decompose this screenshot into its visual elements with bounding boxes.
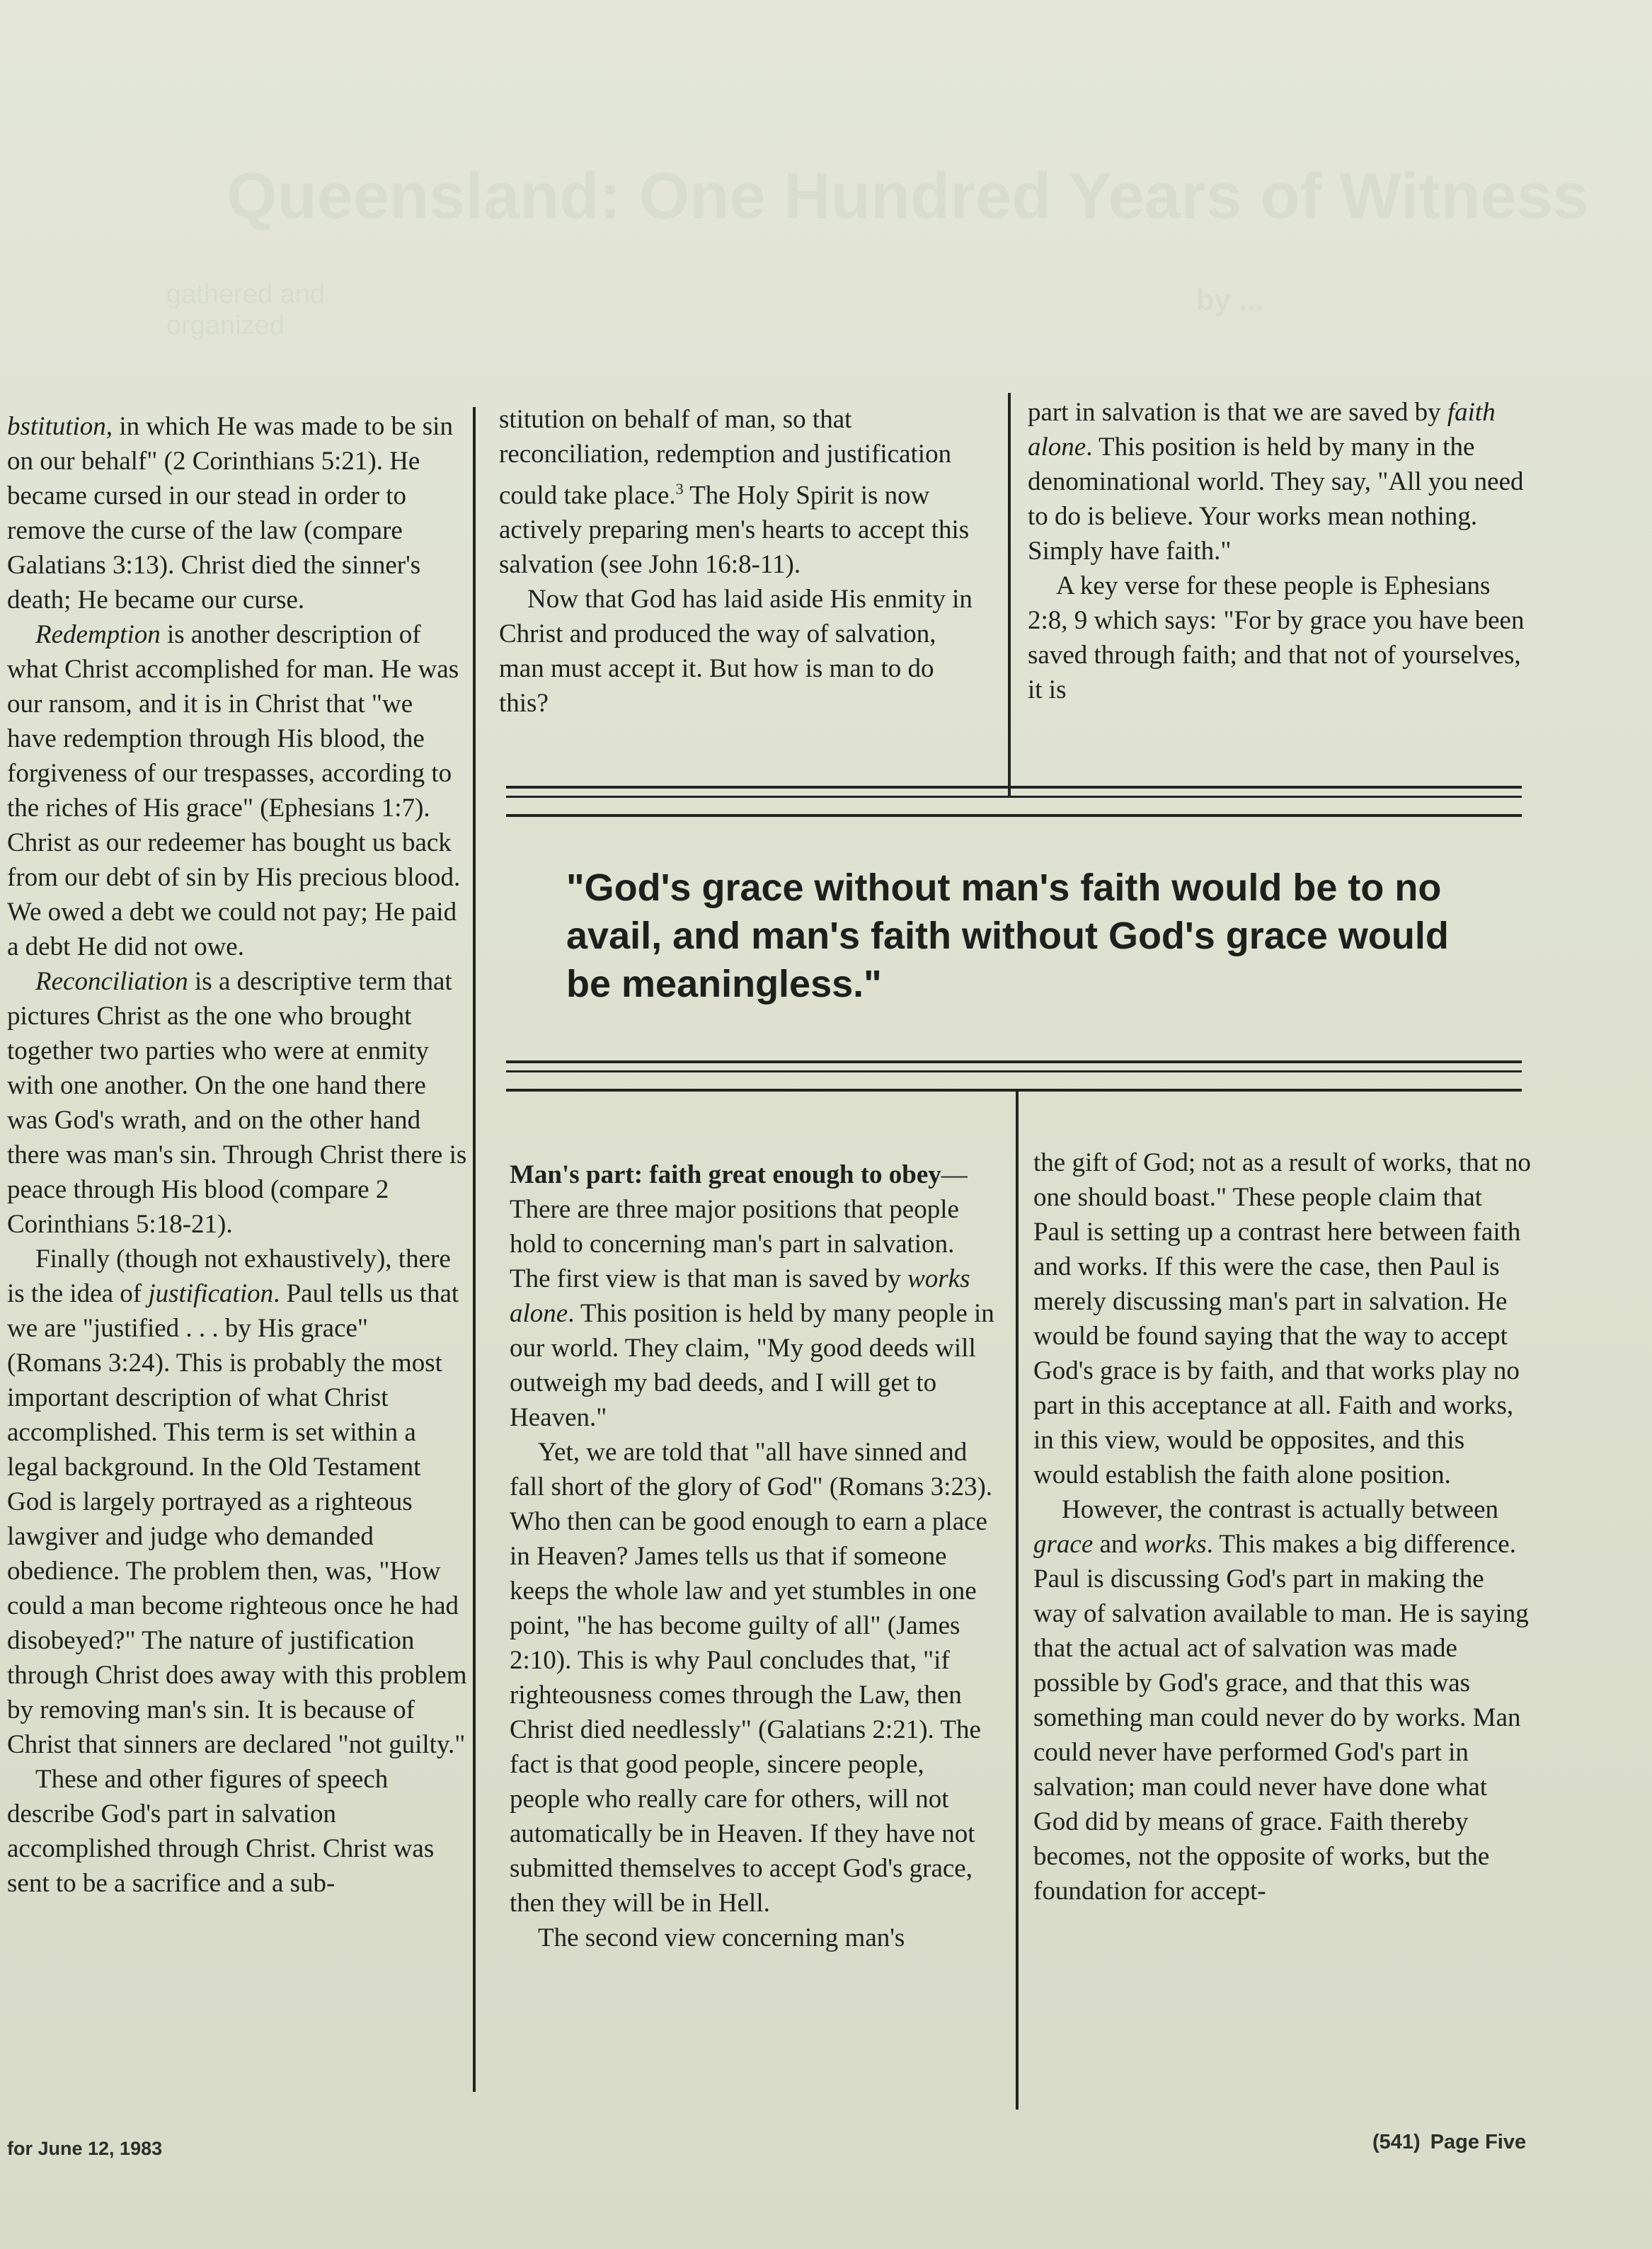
col2-bottom-paragraph-2: Yet, we are told that "all have sinned and fall short of the glory of God" (Romans 3:23). Who then can be good enough to earn a place in Heaven? James tells us that if someone keeps the whole law and yet stumbles in one point, "he has become guilty of all" (James 2:10). This is why Paul concludes that, "if righteousness comes through the Law, then Christ died needlessly" (Galatians 2:21). The fact is that good people, sincere people, people who really care for others, will not automatically be in Heaven. If they have not submitted themselves to accept God's grace, then they will be in Hell. bbox=[510, 1438, 993, 1918]
term-works-alone: works alone bbox=[510, 1264, 970, 1328]
section-subhead: Man's part: faith great enough to obey bbox=[510, 1160, 941, 1189]
col1-paragraph-4: Finally (though not exhaustively), there is the idea of justification. Paul tells us that we are "justified . . . by His grace" (Romans 3:24). This is probably the most important description of what Christ accomplished. This term is set within a legal background. In the Old Testament God is largely portrayed as a righteous lawgiver and judge who demanded obedience. The problem then, was, "How could a man become righteous once he had disobeyed?" The nature of justification through Christ does away with this problem by removing man's sin. It is because of Christ that sinners are declared "not guilty." bbox=[7, 1244, 467, 1759]
footer-date: for June 12, 1983 bbox=[7, 2138, 163, 2159]
faded-bleedthrough-heading: Queensland: One Hundred Years of Witness bbox=[226, 160, 1589, 232]
column-right-bottom bbox=[1033, 1145, 1532, 1908]
col1-paragraph-1: bstitution, in which He was made to be sin on our behalf" (2 Corinthians 5:21). He became cursed in our stead in order to remove the curse of the law (compare Galatians 3:13). Christ died the sinner's death; He became our curse. bbox=[7, 412, 453, 614]
term-justification: justification bbox=[148, 1279, 274, 1308]
pullquote-rule-bottom-3 bbox=[506, 1089, 1522, 1092]
page-label: Page Five bbox=[1430, 2131, 1527, 2153]
term-works: works bbox=[1144, 1530, 1207, 1559]
page-code: (541) bbox=[1372, 2131, 1421, 2153]
col1-paragraph-5: These and other figures of speech describe God's part in salvation accomplished through Christ. Christ was sent to be a sacrifice and a sub- bbox=[7, 1765, 435, 1898]
term-redemption: Redemption bbox=[35, 620, 161, 649]
col2-bottom-paragraph-3: The second view concerning man's bbox=[538, 1923, 905, 1952]
col3-bottom-paragraph-2: However, the contrast is actually between grace and works. This makes a big difference. Paul is discussing God's part in making the way of salvation available to man. He is saying that the actual act of salvation was made possible by God's grace, and that this was something man could never do by works. Man could never have performed God's part in salvation; man could never have done what God did by means of grace. Faith thereby becomes, not the opposite of works, but the foundation for accept- bbox=[1033, 1495, 1529, 1906]
column-left bbox=[7, 409, 467, 1901]
column-middle-bottom bbox=[510, 1157, 998, 1955]
term-faith-alone: faith alone bbox=[1028, 398, 1496, 462]
pullquote-rule-top-3 bbox=[506, 814, 1522, 817]
footnote-marker: 3 bbox=[675, 480, 684, 498]
col2-top-paragraph-1: stitution on behalf of man, so that reconciliation, redemption and justification could take place.$^3$ The Holy Spirit is now actively preparing men's hearts to accept this salvation (see John 16:8-11). bbox=[499, 405, 970, 580]
col3-bottom-paragraph-1: the gift of God; not as a result of works, that no one should boast." These people claim that Paul is setting up a contrast here between faith and works. If this were the case, then Paul is merely discussing man's part in salvation. He would be found saying that the way to accept God's grace is by faith, and that works play no part in this acceptance at all. Faith and works, in this view, would be opposites, and this would establish the faith alone position. bbox=[1033, 1148, 1531, 1489]
column-divider-bottom bbox=[1016, 1090, 1019, 2110]
footer-page-number bbox=[1363, 2131, 1526, 2154]
faded-bleedthrough-right: by ... bbox=[1196, 283, 1264, 316]
col1-paragraph-2: Redemption is another description of what Christ accomplished for man. He was our ransom, and it is in Christ that "we have redemption through His blood, the forgiveness of our trespasses, according to the riches of His grace" (Ephesians 1:7). Christ as our redeemer has bought us back from our debt of sin by His precious blood. We owed a debt we could not pay; He paid a debt He did not owe. bbox=[7, 620, 461, 961]
col1-paragraph-3: Reconciliation is a descriptive term that pictures Christ as the one who brought together two parties who were at enmity with one another. On the one hand there was God's wrath, and on the other hand there was man's sin. Through Christ there is peace through His blood (compare 2 Corinthians 5:18-21). bbox=[7, 967, 467, 1239]
pull-quote: "God's grace without man's faith would be to no avail, and man's faith without God's grace would be meaningless." bbox=[566, 866, 1449, 1005]
column-middle-top bbox=[499, 402, 987, 721]
column-right-top bbox=[1028, 395, 1527, 707]
pullquote-rule-bottom-2 bbox=[506, 1070, 1522, 1072]
term-substitution: bstitution, bbox=[7, 412, 113, 441]
col2-top-paragraph-2: Now that God has laid aside His enmity in Christ and produced the way of salvation, man must accept it. But how is man to do this? bbox=[499, 585, 973, 719]
pullquote-rule-bottom-1 bbox=[506, 1060, 1522, 1063]
column-divider-left bbox=[473, 407, 476, 2092]
pullquote-rule-top-1 bbox=[506, 786, 1522, 789]
col3-top-paragraph-2: A key verse for these people is Ephesians 2:8, 9 which says: "For by grace you have been saved through faith; and that not of yourselves, it is bbox=[1028, 571, 1525, 704]
pullquote-rule-top-2 bbox=[506, 796, 1522, 798]
col2-bottom-paragraph-1: Man's part: faith great enough to obey—There are three major positions that people hold to concerning man's part in salvation. The first view is that man is saved by works alone. This position is held by many people in our world. They claim, "My good deeds will outweigh my bad deeds, and I will get to Heaven." bbox=[510, 1160, 994, 1432]
term-reconciliation: Reconciliation bbox=[35, 967, 188, 996]
col3-top-paragraph-1: part in salvation is that we are saved by faith alone. This position is held by many in the denominational world. They say, "All you need to do is believe. Your works mean nothing. Simply have faith." bbox=[1028, 398, 1524, 566]
term-grace: grace bbox=[1033, 1530, 1094, 1559]
faded-bleedthrough-byline: gathered and organized bbox=[166, 280, 325, 341]
column-divider-top bbox=[1008, 393, 1011, 796]
